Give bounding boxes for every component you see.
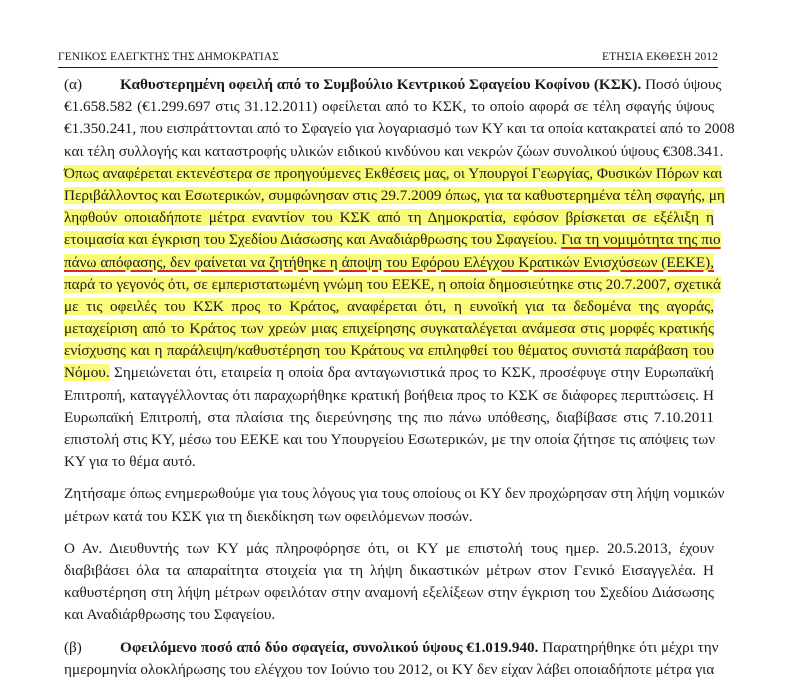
para2-line-2: μέτρων κατά του ΚΣΚ για τη διεκδίκηση των οφειλόμενων ποσών. [64, 507, 473, 525]
running-header [58, 51, 718, 63]
highlighted-text: Νόμου. [64, 364, 110, 382]
section-a-line-4: και τέλη συλλογής και καταστροφής υλικών ειδικού κινδύνου και νεκρών ζώων συνολικού ύψους €308.341. [64, 142, 724, 160]
underlined-highlighted-text: πάνω απόφασης, δεν φαίνεται να ζητήθηκε η άποψη του Εφόρου Ελέγχου Κρατικών Ενισχύσεων (ΕΕΚΕ), [64, 253, 714, 271]
para3-line-4: και Αναδιάρθρωσης του Σφαγείου. [64, 606, 276, 624]
underlined-highlighted-text: Για τη νομιμότητα της πιο [561, 231, 721, 249]
section-a-line-7 [64, 207, 714, 229]
para3-line-2: διαβιβάσει όλα τα απαραίτητα στοιχεία για τη λήψη δικαστικών μέτρων στον Γενικό Εισαγγελέα. Η [64, 561, 714, 579]
section-a-line-8 [64, 229, 721, 251]
section-a-line-10 [64, 274, 721, 296]
section-b-text: Παρατηρήθηκε ότι μέχρι την [538, 638, 719, 656]
highlighted-text: ετοιμασία και έγκριση του Σχεδίου Διάσωσης και Αναδιάρθρωσης του Σφαγείου. [64, 231, 562, 249]
highlighted-text: ληφθούν οποιαδήποτε μέτρα εναντίον του ΚΣΚ από τη Δημοκρατία, εφόσον βρίσκεται σε εξέλιξη η [64, 209, 714, 227]
section-b-line-1 [64, 637, 719, 659]
section-a-line-9 [64, 252, 714, 274]
highlighted-text: παρά το γεγονός ότι, σε εμπεριστατωμένη γνώμη του ΕΕΚΕ, η οποία δημοσιεύτηκε στις 20.7.2007, σχετικά [64, 275, 721, 293]
section-a-line-13 [64, 340, 714, 362]
section-a-line-17: επιστολή στις ΚΥ, μέσω του ΕΕΚΕ και του Υπουργείου Εσωτερικών, με την οποία ζήτησε τις απόψεις των [64, 431, 716, 448]
highlighted-text: Περιβάλλοντος και Εσωτερικών, συμφώνησαν στις 29.7.2009 όπως, για τα καθυστερημένα τέλη σφαγής, μη [64, 186, 725, 204]
section-a-line-5 [64, 163, 723, 185]
report-body [64, 74, 735, 681]
section-a-heading: Καθυστερημένη οφειλή από το Συμβούλιο Κεντρικού Σφαγείου Κοφίνου (ΚΣΚ). [120, 76, 642, 93]
section-a-line-16: Ευρωπαϊκή Επιτροπή, στα πλαίσια της διερεύνησης της πιο πάνω υπόθεσης, διαβίβασε στις 7.10.2011 [64, 408, 714, 426]
section-a-line-2: €1.658.582 (€1.299.697 στις 31.12.2011) οφείλεται από το ΚΣΚ, το οποίο αφορά σε τέλη σφαγής ύψους [64, 98, 714, 116]
highlighted-text: μεταχείριση από το Κράτος των χρεών μιας επιχείρησης συγκαταλέγεται ανάμεσα στις μορφές κρατικής [64, 320, 714, 338]
highlighted-text: Όπως αναφέρεται εκτενέστερα σε προηγούμενες Εκθέσεις μας, οι Υπουργοί Γεωργίας, Φυσικών Πόρων και [64, 164, 723, 182]
section-a-line-11 [64, 296, 714, 318]
section-a-text: Σημειώνεται ότι, εταιρεία η οποία δρα ανταγωνιστικά προς το ΚΣΚ, προσέφυγε στην Ευρωπαϊκή [109, 364, 714, 382]
section-a-line-18: ΚΥ για το θέμα αυτό. [64, 453, 196, 471]
section-a-line-14 [64, 362, 714, 384]
section-a-line-6 [64, 185, 725, 207]
para3-line-3: καθυστέρηση στη λήψη μέτρων οφειλόταν στην αναμονή εξελίξεων στην έγκριση του Σχεδίου Διάσωσης [64, 584, 714, 602]
header-rule [58, 67, 718, 68]
para3-line-1: Ο Αν. Διευθυντής των ΚΥ μάς πληροφόρησε ότι, οι ΚΥ με επιστολή τους ημερ. 20.5.2013, έχουν [64, 539, 714, 557]
section-b-line-2: ημερομηνία ολοκλήρωσης του ελέγχου τον Ιούνιο του 2012, οι ΚΥ δεν είχαν λάβει οποιαδήποτε μέτρα για [64, 660, 715, 678]
section-b-heading: Οφειλόμενο ποσό από δύο σφαγεία, συνολικού ύψους €1.019.940. [120, 638, 539, 656]
highlighted-text: ενίσχυσης και η παράλειψη/καθυστέρηση του Κράτους να επιληφθεί του θέματος συνιστά παράβαση του [64, 342, 714, 360]
section-a-line-15: Επιτροπή, καταγγέλλοντας ότι παραχωρήθηκε κρατική βοήθεια προς το ΚΣΚ σε διάφορες περιπτώσεις. Η [64, 386, 714, 404]
section-a-label: (α) [64, 76, 83, 93]
highlighted-text: με τις οφειλές του ΚΣΚ προς το Κράτος, αναφέρεται ότι, η ευνοϊκή για τα δεδομένα της αγοράς, [64, 297, 714, 315]
section-a-text: Ποσό ύψους [641, 76, 722, 93]
para2-line-1: Ζητήσαμε όπως ενημερωθούμε για τους λόγους για τους οποίους οι ΚΥ δεν προχώρησαν στη λήψη νομικών [64, 485, 725, 503]
section-b-label: (β) [64, 638, 82, 656]
section-a-line-1 [64, 74, 722, 96]
header-left-title: ΓΕΝΙΚΟΣ ΕΛΕΓΚΤΗΣ ΤΗΣ ΔΗΜΟΚΡΑΤΙΑΣ [58, 51, 279, 63]
header-right-title: ΕΤΗΣΙΑ ΕΚΘΕΣΗ 2012 [602, 51, 718, 63]
section-a-line-12 [64, 318, 714, 340]
section-a-line-3: €1.350.241, που εισπράττονται από το Σφαγείο για λογαριασμό των ΚΥ και τα οποία κατακρατεί από το 2008 [64, 120, 735, 138]
